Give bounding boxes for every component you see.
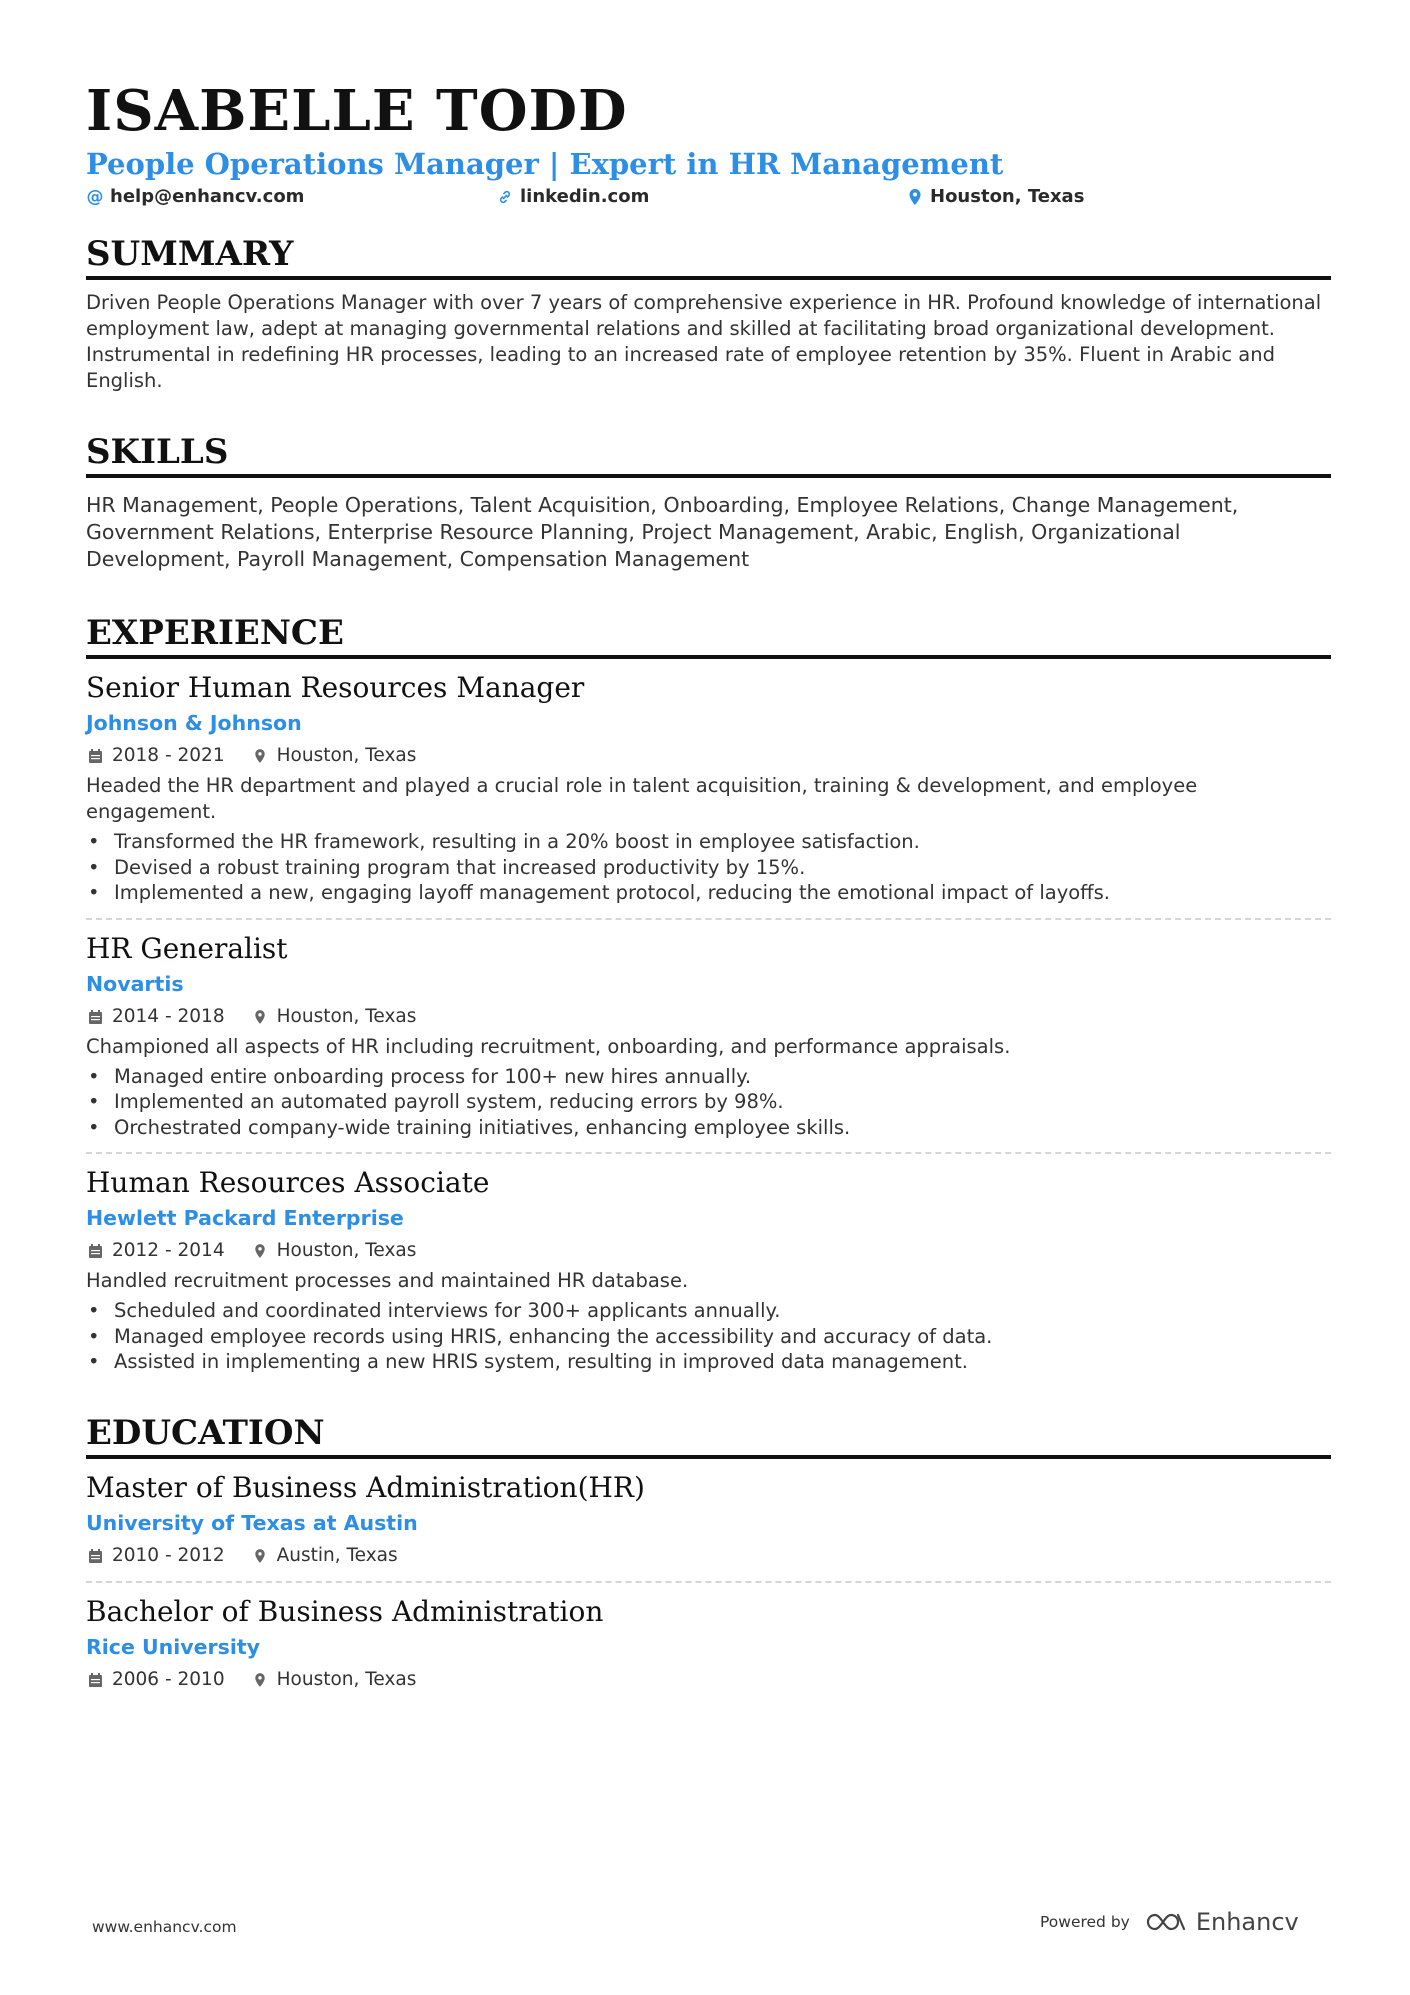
entry-divider	[86, 918, 1331, 920]
job-description: Handled recruitment processes and maintained HR database.	[86, 1269, 689, 1292]
skills-text: HR Management, People Operations, Talent Acquisition, Onboarding, Employee Relations, Change Management, Government Relations, Enterprise Resource Planning, Project Management, Arabic, English, Organizational Development, Payroll Management, Compensation Management	[86, 493, 1239, 571]
map-pin-icon	[251, 1243, 269, 1259]
education-meta	[86, 1667, 1331, 1693]
job-entry	[86, 932, 1331, 1155]
degree-title: Master of Business Administration(HR)	[86, 1470, 645, 1504]
calendar-icon	[86, 1548, 104, 1564]
list-item: • Managed employee records using HRIS, enhancing the accessibility and accuracy of data.	[86, 1324, 1331, 1350]
job-dates: 2012 - 2014	[112, 1240, 225, 1261]
map-pin-icon	[251, 1009, 269, 1025]
experience-section	[86, 613, 1331, 1375]
job-location	[251, 743, 417, 769]
powered-by-text: Powered by	[1040, 1913, 1130, 1931]
location-text: Houston, Texas	[930, 186, 1085, 207]
calendar-icon	[86, 1672, 104, 1688]
email-text[interactable]: help@enhancv.com	[110, 186, 305, 207]
company-name: Johnson & Johnson	[86, 711, 302, 735]
map-pin-icon	[251, 1548, 269, 1564]
job-meta	[86, 1004, 1331, 1030]
candidate-headline: People Operations Manager | Expert in HR Management	[86, 147, 1004, 181]
education-dates: 2010 - 2012	[112, 1544, 225, 1566]
job-description: Championed all aspects of HR including recruitment, onboarding, and performance appraisals.	[86, 1034, 1011, 1058]
contact-bar	[86, 186, 1331, 216]
education-location	[251, 1667, 417, 1693]
school-name: Rice University	[86, 1634, 261, 1659]
education-location	[251, 1543, 398, 1569]
job-bullets	[86, 829, 1331, 906]
job-location-text: Houston, Texas	[276, 745, 417, 766]
job-entry	[86, 1166, 1331, 1375]
job-description: Headed the HR department and played a crucial role in talent acquisition, training & development, and employee engagement.	[86, 774, 1198, 823]
skills-section	[86, 432, 1331, 573]
link-icon	[496, 189, 514, 205]
job-meta	[86, 1238, 1331, 1264]
candidate-name: ISABELLE TODD	[86, 78, 628, 144]
list-item: • Devised a robust training program that increased productivity by 15%.	[86, 855, 1331, 881]
education-location-text: Houston, Texas	[276, 1668, 417, 1690]
map-pin-icon	[251, 1672, 269, 1688]
summary-text: Driven People Operations Manager with over 7 years of comprehensive experience in HR. Profound knowledge of international employment law, adept at managing governmental relations and skilled at facilitating broad organizational development. Instrumental in redefining HR processes, leading to an increased rate of employee retention by 35%. Fluent in Arabic and English.	[86, 291, 1322, 392]
enhancv-brand-text: Enhancv	[1195, 1908, 1299, 1936]
summary-title: SUMMARY	[86, 234, 1331, 280]
list-item: • Implemented a new, engaging layoff management protocol, reducing the emotional impact of layoffs.	[86, 880, 1331, 906]
company-name: Novartis	[86, 971, 184, 996]
education-entry	[86, 1595, 1331, 1693]
contact-email[interactable]	[86, 186, 304, 207]
footer-website[interactable]: www.enhancv.com	[92, 1918, 237, 1936]
job-title: HR Generalist	[86, 931, 288, 965]
list-item: • Managed entire onboarding process for 100+ new hires annually.	[86, 1064, 1331, 1090]
education-location-text: Austin, Texas	[276, 1544, 398, 1566]
calendar-icon	[86, 748, 104, 764]
company-name: Hewlett Packard Enterprise	[86, 1206, 404, 1230]
calendar-icon	[86, 1009, 104, 1025]
list-item: • Orchestrated company-wide training initiatives, enhancing employee skills.	[86, 1115, 1331, 1141]
enhancv-logo-icon	[1144, 1910, 1188, 1934]
job-dates: 2014 - 2018	[112, 1005, 225, 1027]
experience-title: EXPERIENCE	[86, 613, 1331, 659]
job-bullets	[86, 1298, 1331, 1375]
job-location	[251, 1238, 417, 1264]
contact-location	[906, 186, 1084, 207]
school-name: University of Texas at Austin	[86, 1510, 418, 1535]
skills-title: SKILLS	[86, 432, 1331, 478]
job-dates: 2018 - 2021	[112, 745, 225, 766]
education-meta	[86, 1543, 1331, 1569]
list-item: • Transformed the HR framework, resulting in a 20% boost in employee satisfaction.	[86, 829, 1331, 855]
education-title: EDUCATION	[86, 1413, 1331, 1459]
enhancv-logo[interactable]	[1144, 1908, 1299, 1936]
list-item: • Implemented an automated payroll system, reducing errors by 98%.	[86, 1089, 1331, 1115]
linkedin-text[interactable]: linkedin.com	[520, 186, 650, 207]
contact-linkedin[interactable]	[496, 186, 649, 207]
job-title: Human Resources Associate	[86, 1166, 490, 1199]
job-title: Senior Human Resources Manager	[86, 671, 585, 704]
footer-branding	[1040, 1908, 1299, 1936]
map-pin-icon	[906, 188, 924, 206]
education-section	[86, 1413, 1331, 1693]
map-pin-icon	[251, 748, 269, 764]
job-location-text: Houston, Texas	[276, 1240, 417, 1261]
entry-divider	[86, 1581, 1331, 1583]
job-entry	[86, 671, 1331, 920]
education-dates: 2006 - 2010	[112, 1668, 225, 1690]
entry-divider	[86, 1152, 1331, 1154]
list-item: • Assisted in implementing a new HRIS system, resulting in improved data management.	[86, 1349, 1331, 1375]
degree-title: Bachelor of Business Administration	[86, 1594, 604, 1628]
job-meta	[86, 743, 1331, 769]
calendar-icon	[86, 1243, 104, 1259]
list-item: • Scheduled and coordinated interviews for 300+ applicants annually.	[86, 1298, 1331, 1324]
job-location	[251, 1004, 417, 1030]
education-entry	[86, 1471, 1331, 1583]
resume-page	[86, 78, 1331, 1693]
at-icon: @	[86, 186, 104, 207]
job-bullets	[86, 1064, 1331, 1141]
summary-section	[86, 234, 1331, 394]
job-location-text: Houston, Texas	[276, 1005, 417, 1027]
